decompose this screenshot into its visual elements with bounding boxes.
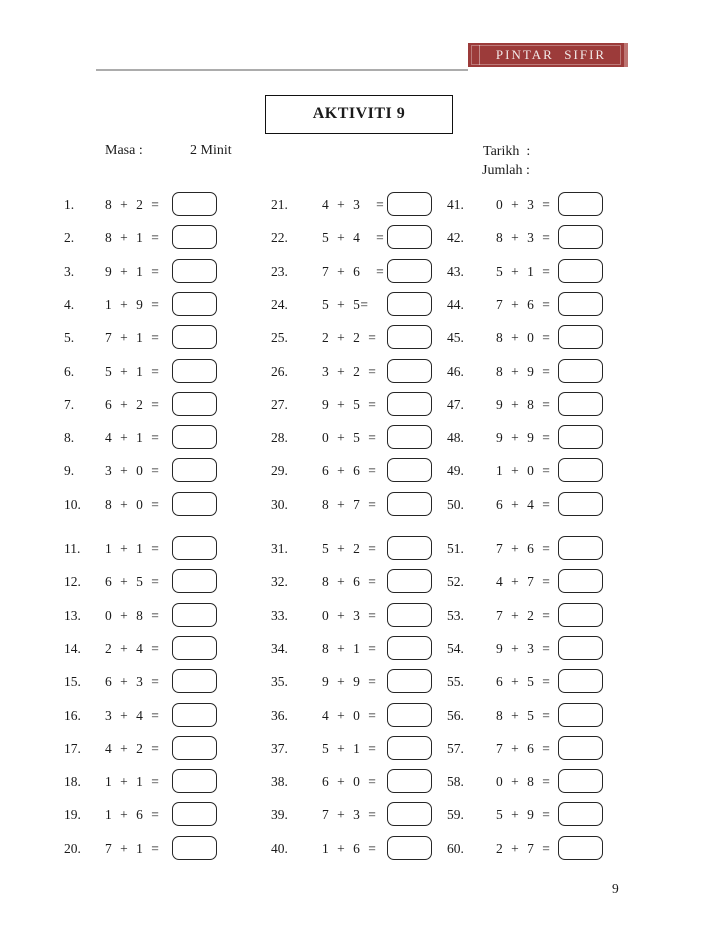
problem-expression: 7 + 6 = [496,741,551,756]
problem-number: 43. [447,264,464,279]
problem-row [64,259,220,284]
problem-expression: 3 + 0 = [105,463,160,478]
problem-number: 60. [447,841,464,856]
problem-expression: 9 + 8 = [496,397,551,412]
problem-number: 31. [271,541,288,556]
problem-number: 29. [271,463,288,478]
problem-number: 8. [64,430,75,445]
problem-expression: 5 + 1 = [496,264,551,279]
problem-expression: 4 + 2 = [105,741,160,756]
problem-row [447,225,606,250]
problem-expression: 1 + 9 = [105,297,160,312]
problem-number: 11. [64,541,81,556]
answer-box[interactable] [172,425,217,449]
problem-number: 4. [64,297,75,312]
answer-box[interactable] [172,836,217,860]
answer-box[interactable] [558,492,603,516]
problem-row [64,736,220,761]
problem-expression: 7 + 6 = [322,264,385,279]
answer-box[interactable] [172,192,217,216]
problem-expression: 1 + 0 = [496,463,551,478]
problem-expression: 9 + 5 = [322,397,377,412]
problem-expression: 9 + 1 = [105,264,160,279]
answer-box[interactable] [172,603,217,627]
problem-number: 13. [64,608,81,623]
problem-number: 25. [271,330,288,345]
problem-number: 46. [447,364,464,379]
answer-box[interactable] [387,392,432,416]
problem-number: 40. [271,841,288,856]
problem-row [271,669,435,694]
problem-expression: 9 + 9 = [322,674,377,689]
problem-row [271,325,435,350]
answer-box[interactable] [172,703,217,727]
problem-row [64,703,220,728]
problem-expression: 0 + 8 = [496,774,551,789]
problem-row [447,802,606,827]
problem-row [271,192,435,217]
problem-number: 59. [447,807,464,822]
problem-row [64,802,220,827]
problem-row [447,836,606,861]
answer-box[interactable] [172,636,217,660]
answer-box[interactable] [558,225,603,249]
answer-box[interactable] [558,769,603,793]
answer-box[interactable] [387,325,432,349]
problem-row [64,603,220,628]
problem-row [64,536,220,561]
answer-box[interactable] [172,458,217,482]
problem-expression: 1 + 6 = [105,807,160,822]
problem-number: 47. [447,397,464,412]
problem-number: 57. [447,741,464,756]
problem-expression: 1 + 1 = [105,541,160,556]
answer-box[interactable] [558,569,603,593]
problem-expression: 4 + 1 = [105,430,160,445]
answer-box[interactable] [172,392,217,416]
problem-expression: 0 + 5 = [322,430,377,445]
problem-expression: 2 + 2 = [322,330,377,345]
problem-row [447,325,606,350]
activity-title-box [265,95,453,134]
problem-expression: 0 + 8 = [105,608,160,623]
answer-box[interactable] [172,359,217,383]
problem-number: 30. [271,497,288,512]
problem-expression: 8 + 1 = [105,230,160,245]
problem-number: 9. [64,463,75,478]
problem-expression: 8 + 9 = [496,364,551,379]
problem-row [271,603,435,628]
answer-box[interactable] [172,802,217,826]
answer-box[interactable] [558,536,603,560]
problem-number: 15. [64,674,81,689]
jumlah-label: Jumlah : [482,163,530,178]
problem-number: 3. [64,264,75,279]
answer-box[interactable] [172,325,217,349]
problem-number: 28. [271,430,288,445]
problem-expression: 7 + 1 = [105,330,160,345]
problem-expression: 3 + 4 = [105,708,160,723]
problem-number: 36. [271,708,288,723]
answer-box[interactable] [558,192,603,216]
problem-number: 14. [64,641,81,656]
problem-number: 39. [271,807,288,822]
problem-row [447,259,606,284]
problem-number: 7. [64,397,75,412]
problem-row [64,425,220,450]
problem-row [64,359,220,384]
problem-expression: 6 + 5 = [496,674,551,689]
problem-row [447,703,606,728]
problem-expression: 0 + 3 = [496,197,551,212]
problem-expression: 6 + 2 = [105,397,160,412]
problem-row [64,225,220,250]
problem-row [271,736,435,761]
problem-row [447,458,606,483]
problem-number: 5. [64,330,75,345]
answer-box[interactable] [558,325,603,349]
answer-box[interactable] [558,736,603,760]
answer-box[interactable] [172,569,217,593]
answer-box[interactable] [387,536,432,560]
problem-number: 38. [271,774,288,789]
problem-row [271,802,435,827]
answer-box[interactable] [558,458,603,482]
problem-expression: 8 + 1 = [322,641,377,656]
problem-row [447,192,606,217]
problem-row [64,569,220,594]
problem-expression: 7 + 1 = [105,841,160,856]
problem-number: 2. [64,230,75,245]
problem-number: 49. [447,463,464,478]
banner-label: PINTAR SIFIR [495,47,607,62]
activity-title: AKTIVITI 9 [312,105,406,122]
answer-box[interactable] [387,458,432,482]
answer-box[interactable] [387,569,432,593]
problem-row [271,458,435,483]
problem-expression: 5 + 5= [322,297,369,312]
answer-box[interactable] [387,769,432,793]
problem-expression: 0 + 3 = [322,608,377,623]
problem-number: 56. [447,708,464,723]
answer-box[interactable] [172,259,217,283]
answer-box[interactable] [387,259,432,283]
problem-number: 32. [271,574,288,589]
problem-expression: 4 + 3 = [322,197,385,212]
answer-box[interactable] [558,425,603,449]
answer-box[interactable] [172,769,217,793]
answer-box[interactable] [387,636,432,660]
problem-expression: 8 + 6 = [322,574,377,589]
answer-box[interactable] [387,703,432,727]
masa-label: Masa : [105,143,143,158]
answer-box[interactable] [558,836,603,860]
problem-number: 35. [271,674,288,689]
problem-expression: 9 + 3 = [496,641,551,656]
problem-expression: 7 + 6 = [496,297,551,312]
answer-box[interactable] [387,359,432,383]
answer-box[interactable] [387,225,432,249]
answer-box[interactable] [387,836,432,860]
problem-number: 23. [271,264,288,279]
answer-box[interactable] [172,669,217,693]
problem-number: 51. [447,541,464,556]
problem-expression: 8 + 2 = [105,197,160,212]
problem-number: 20. [64,841,81,856]
problem-number: 22. [271,230,288,245]
problem-row [447,569,606,594]
problem-expression: 9 + 9 = [496,430,551,445]
problem-expression: 6 + 0 = [322,774,377,789]
problem-number: 34. [271,641,288,656]
problem-number: 24. [271,297,288,312]
masa-value: 2 Minit [190,143,232,158]
problem-number: 18. [64,774,81,789]
problem-row [271,359,435,384]
problem-expression: 8 + 0 = [105,497,160,512]
problem-expression: 1 + 6 = [322,841,377,856]
problem-number: 55. [447,674,464,689]
problem-row [64,669,220,694]
answer-box[interactable] [172,536,217,560]
problem-expression: 5 + 1 = [105,364,160,379]
problem-row [447,536,606,561]
problem-number: 48. [447,430,464,445]
answer-box[interactable] [172,736,217,760]
problem-expression: 4 + 7 = [496,574,551,589]
problem-expression: 6 + 4 = [496,497,551,512]
problem-expression: 1 + 1 = [105,774,160,789]
problem-expression: 6 + 5 = [105,574,160,589]
problem-number: 6. [64,364,75,379]
problem-number: 33. [271,608,288,623]
problem-row [447,492,606,517]
problem-expression: 4 + 0 = [322,708,377,723]
answer-box[interactable] [387,192,432,216]
problem-expression: 5 + 1 = [322,741,377,756]
problem-row [271,703,435,728]
problem-row [447,425,606,450]
problem-number: 42. [447,230,464,245]
problem-row [447,292,606,317]
problem-row [447,359,606,384]
problem-row [64,636,220,661]
problem-number: 19. [64,807,81,822]
problem-number: 21. [271,197,288,212]
problem-row [271,392,435,417]
answer-box[interactable] [558,703,603,727]
problem-number: 26. [271,364,288,379]
problem-number: 53. [447,608,464,623]
problem-row [271,536,435,561]
problem-row [271,425,435,450]
problem-row [271,292,435,317]
problem-row [271,492,435,517]
problem-row [64,769,220,794]
problem-expression: 7 + 6 = [496,541,551,556]
problem-row [271,225,435,250]
problem-row [271,836,435,861]
problem-row [64,492,220,517]
problem-expression: 8 + 7 = [322,497,377,512]
problem-row [271,259,435,284]
problem-row [271,569,435,594]
page-number: 9 [612,881,619,896]
pintar-sifir-banner [468,43,628,67]
problem-row [271,769,435,794]
answer-box[interactable] [172,225,217,249]
problem-row [64,292,220,317]
answer-box[interactable] [558,392,603,416]
answer-box[interactable] [558,603,603,627]
problem-row [447,736,606,761]
problem-number: 27. [271,397,288,412]
problem-expression: 5 + 9 = [496,807,551,822]
problem-expression: 8 + 0 = [496,330,551,345]
problem-number: 17. [64,741,81,756]
problem-expression: 8 + 5 = [496,708,551,723]
problem-row [64,392,220,417]
problem-expression: 7 + 3 = [322,807,377,822]
problem-expression: 2 + 4 = [105,641,160,656]
answer-box[interactable] [387,603,432,627]
answer-box[interactable] [387,292,432,316]
problem-number: 52. [447,574,464,589]
answer-box[interactable] [387,802,432,826]
problem-row [447,636,606,661]
problem-expression: 3 + 2 = [322,364,377,379]
answer-box[interactable] [558,802,603,826]
problem-expression: 7 + 2 = [496,608,551,623]
answer-box[interactable] [387,736,432,760]
problem-row [64,325,220,350]
problem-expression: 5 + 4 = [322,230,385,245]
answer-box[interactable] [172,492,217,516]
answer-box[interactable] [172,292,217,316]
problem-number: 58. [447,774,464,789]
answer-box[interactable] [558,636,603,660]
problem-number: 1. [64,197,75,212]
header-rule [96,69,468,71]
answer-box[interactable] [558,359,603,383]
problem-number: 16. [64,708,81,723]
problem-expression: 6 + 6 = [322,463,377,478]
answer-box[interactable] [387,492,432,516]
problem-row [271,636,435,661]
problem-expression: 6 + 3 = [105,674,160,689]
problem-row [447,769,606,794]
answer-box[interactable] [558,669,603,693]
problem-number: 45. [447,330,464,345]
problem-number: 10. [64,497,81,512]
problem-expression: 8 + 3 = [496,230,551,245]
problem-expression: 2 + 7 = [496,841,551,856]
answer-box[interactable] [387,425,432,449]
problem-expression: 5 + 2 = [322,541,377,556]
problem-row [447,392,606,417]
problem-number: 12. [64,574,81,589]
answer-box[interactable] [558,292,603,316]
problem-row [447,669,606,694]
problem-number: 44. [447,297,464,312]
problem-number: 37. [271,741,288,756]
problem-row [64,836,220,861]
problem-number: 54. [447,641,464,656]
problem-row [64,192,220,217]
problem-number: 41. [447,197,464,212]
answer-box[interactable] [387,669,432,693]
problem-row [64,458,220,483]
problem-row [447,603,606,628]
problem-number: 50. [447,497,464,512]
tarikh-label: Tarikh : [483,144,531,159]
answer-box[interactable] [558,259,603,283]
